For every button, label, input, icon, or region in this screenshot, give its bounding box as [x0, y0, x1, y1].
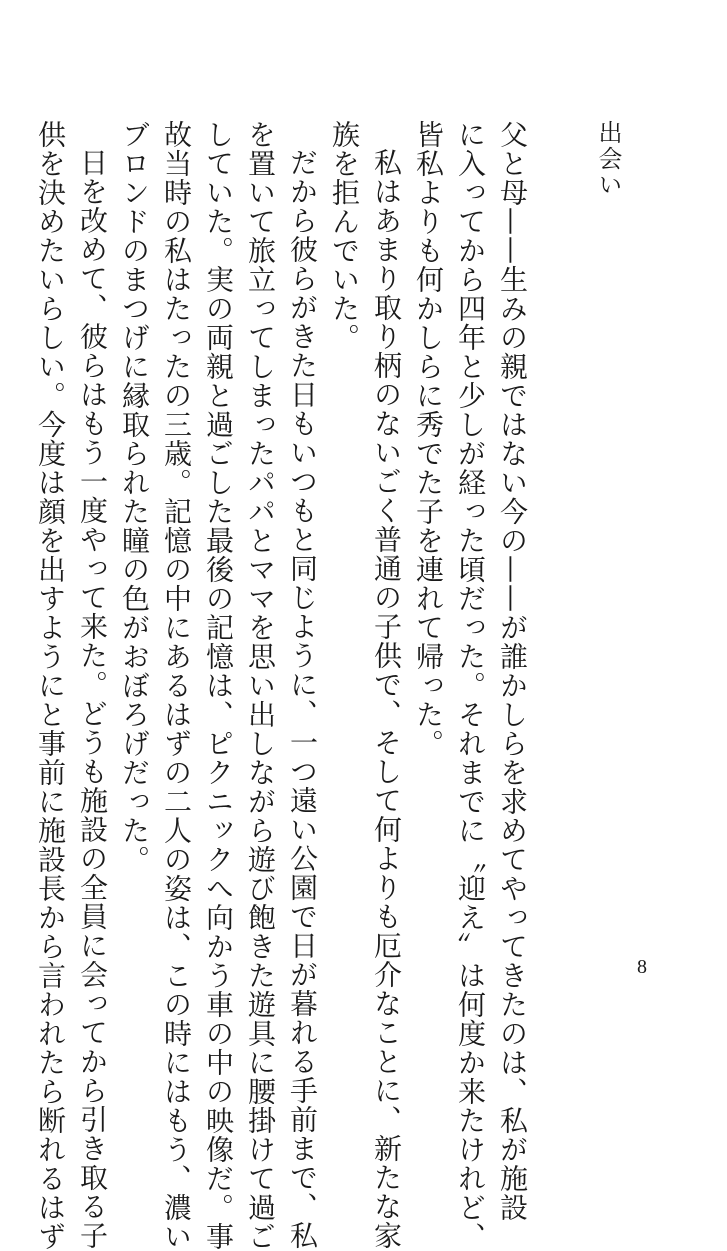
text-column: ブロンドのまつげに縁取られた瞳の色がおぼろげだった。	[118, 120, 151, 874]
page-number: 8	[637, 956, 647, 978]
text-column: 皆私よりも何かしらに秀でた子を連れて帰った。	[412, 120, 445, 758]
text-column: に入ってから四年と少しが経った頃だった。それまでに〝迎え〟は何度か来たけれど、	[454, 120, 487, 1251]
body-text	[29, 120, 533, 1251]
text-column: 供を決めたいらしい。今度は顔を出すようにと事前に施設長から言われたら断れるはず	[34, 120, 67, 1251]
text-column: 私はあまり取り柄のないごく普通の子供で、そして何よりも厄介なことに、新たな家	[370, 148, 403, 1250]
text-column: を置いて旅立ってしまったパパとママを思い出しながら遊び飽きた遊具に腰掛けて過ご	[244, 120, 277, 1251]
text-column: 族を拒んでいた。	[328, 120, 361, 352]
text-column: 日を改めて、彼らはもう一度やって来た。どうも施設の全員に会ってから引き取る子	[76, 148, 109, 1250]
text-column: 故当時の私はたったの三歳。記憶の中にあるはずの二人の姿は、この時にはもう、濃い	[160, 120, 193, 1251]
text-column: していた。実の両親と過ごした最後の記憶は、ピクニックへ向かう車の中の映像だ。事	[202, 120, 235, 1251]
text-column: だから彼らがきた日もいつもと同じように、一つ遠い公園で日が暮れる手前まで、私	[286, 148, 319, 1250]
chapter-title: 出会い	[594, 120, 622, 198]
text-column: 父と母——生みの親ではない今の——が誰かしらを求めてやってきたのは、私が施設	[496, 120, 529, 1222]
